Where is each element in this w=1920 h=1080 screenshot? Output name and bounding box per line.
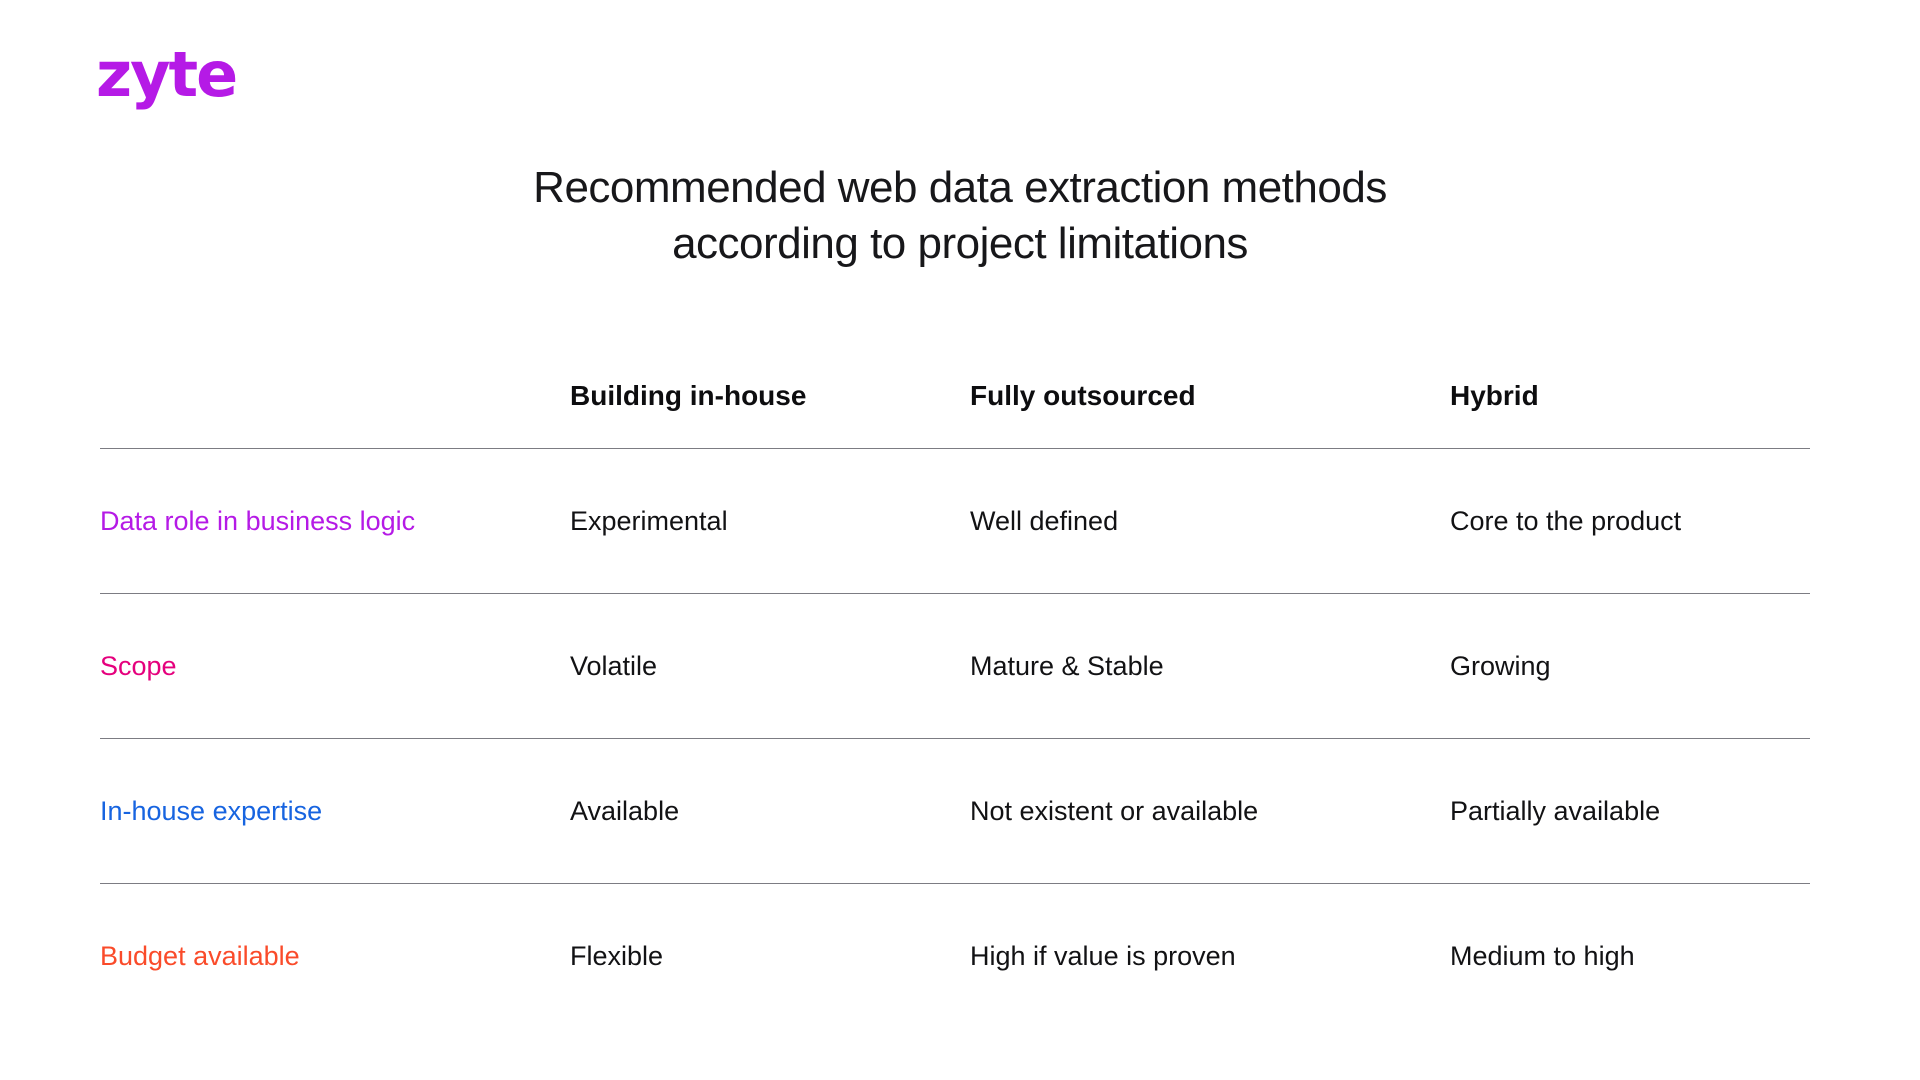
- table-row: [100, 594, 1810, 739]
- comparison-table-container: [100, 380, 1810, 1028]
- cell-data-role-building-in-house: Experimental: [570, 505, 728, 536]
- cell-scope-hybrid: Growing: [1450, 650, 1551, 681]
- row-label-in-house-expertise: In-house expertise: [100, 795, 323, 826]
- column-header-building-in-house: Building in-house: [570, 380, 807, 411]
- cell-data-role-fully-outsourced: Well defined: [970, 505, 1119, 536]
- zyte-logo: zyte: [96, 38, 237, 111]
- page-title: [0, 160, 1920, 273]
- cell-budget-hybrid: Medium to high: [1450, 940, 1635, 971]
- cell-expertise-fully-outsourced: Not existent or available: [970, 795, 1259, 826]
- cell-expertise-hybrid: Partially available: [1450, 795, 1661, 826]
- row-label-scope: Scope: [100, 650, 177, 681]
- table-header-row: [100, 380, 1810, 449]
- column-header-hybrid: Hybrid: [1450, 380, 1539, 411]
- page-title-line-1: Recommended web data extraction methods: [533, 163, 1387, 212]
- table-header: [100, 380, 1810, 449]
- comparison-table: [100, 380, 1810, 1028]
- table-row: [100, 449, 1810, 594]
- table-row: [100, 884, 1810, 1029]
- cell-budget-fully-outsourced: High if value is proven: [970, 940, 1236, 971]
- column-header-fully-outsourced: Fully outsourced: [970, 380, 1196, 411]
- cell-scope-fully-outsourced: Mature & Stable: [970, 650, 1164, 681]
- row-label-data-role: Data role in business logic: [100, 505, 416, 536]
- table-row: [100, 739, 1810, 884]
- row-label-budget-available: Budget available: [100, 940, 300, 971]
- cell-scope-building-in-house: Volatile: [570, 650, 658, 681]
- cell-data-role-hybrid: Core to the product: [1450, 505, 1682, 536]
- table-corner-cell: [100, 380, 570, 449]
- table-body: [100, 449, 1810, 1029]
- cell-budget-building-in-house: Flexible: [570, 940, 664, 971]
- cell-expertise-building-in-house: Available: [570, 795, 680, 826]
- page-title-line-2: according to project limitations: [672, 219, 1248, 269]
